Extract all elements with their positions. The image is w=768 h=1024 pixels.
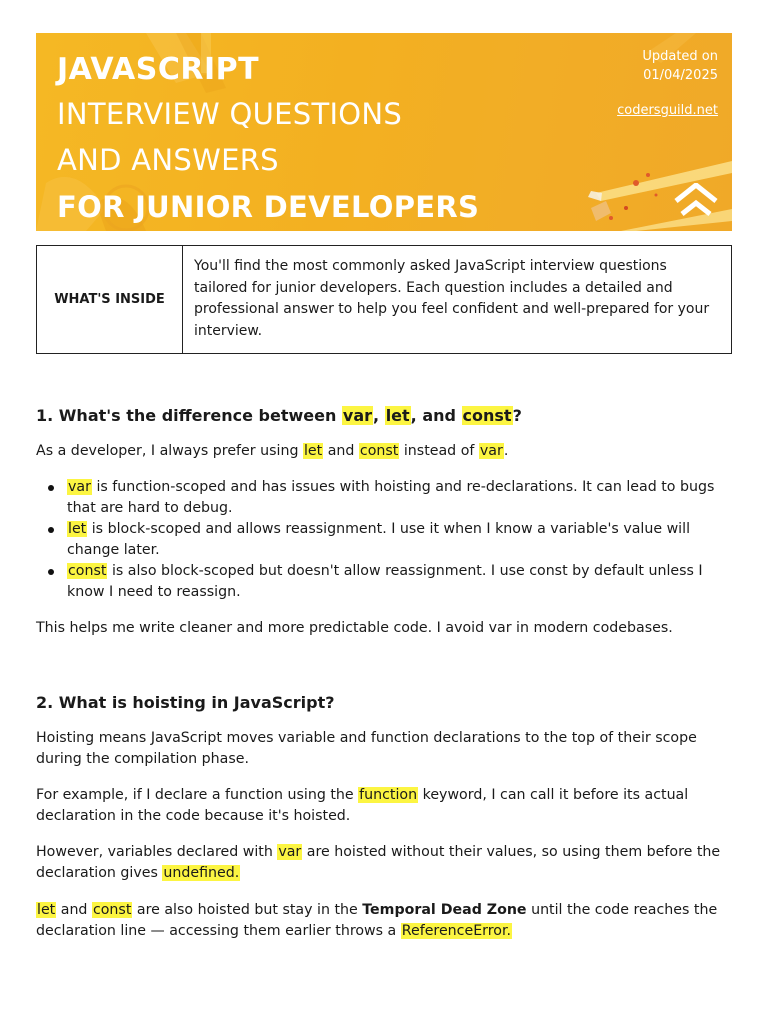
q1-title-separator: , and: [410, 406, 462, 425]
banner-title-line-2: INTERVIEW QUESTIONS: [57, 97, 403, 131]
whats-inside-box: [36, 245, 732, 354]
site-link[interactable]: codersguild.net: [617, 103, 718, 118]
keyword-highlight: let: [37, 902, 56, 918]
keyword-highlight: function: [359, 787, 418, 803]
banner-title-line-3: AND ANSWERS: [57, 143, 279, 177]
header-banner: [36, 33, 732, 231]
q1-outro: This helps me write cleaner and more predictable code. I avoid var in modern codebases.: [36, 620, 673, 636]
banner-meta: [617, 47, 718, 120]
list-item-text: is function-scoped and has issues with hoisting and re-declarations. It can lead to bugs that are hard to debug.: [67, 479, 715, 516]
list-item: [36, 561, 736, 603]
text-run: For example, if I declare a function using the: [36, 787, 359, 803]
keyword-highlight: let: [68, 521, 87, 537]
text-run: keyword, I can call it before its actual declaration in the code because it's hoisted.: [36, 787, 689, 824]
whats-inside-text: You'll find the most commonly asked JavaScript interview questions tailored for junior developers. Each question includes a detailed and professional answer to help you feel confident and well-prepared for your interview.: [194, 258, 710, 339]
keyword-highlight: var: [68, 479, 91, 495]
banner-title-line-4: FOR JUNIOR DEVELOPERS: [57, 190, 480, 224]
q2-paragraph-3: [36, 842, 736, 884]
keyword-highlight: var: [342, 406, 373, 425]
q2-paragraph-2: [36, 785, 736, 827]
q1-bullet-list: [36, 477, 736, 603]
banner-title: [57, 49, 479, 231]
updated-label: Updated on: [642, 49, 718, 64]
q1-title-end: ?: [512, 406, 522, 425]
text-run: are hoisted without their values, so using them before the declaration gives: [36, 844, 721, 881]
q2-paragraph-4: [36, 900, 736, 942]
keyword-highlight: var: [278, 844, 302, 860]
text-run: instead of: [399, 443, 479, 459]
q1-title-text: 1. What's the difference between: [36, 406, 342, 425]
text-run: As a developer, I always prefer using: [36, 443, 303, 459]
question-2-heading: 2. What is hoisting in JavaScript?: [36, 693, 335, 712]
list-item: [36, 477, 736, 519]
keyword-highlight: const: [359, 443, 399, 459]
main-content: [36, 404, 736, 942]
keyword-highlight: let: [303, 443, 323, 459]
bold-term: Temporal Dead Zone: [362, 902, 527, 918]
text-run: and: [56, 902, 92, 918]
text-run: are also hoisted but stay in the: [132, 902, 363, 918]
keyword-highlight: const: [68, 563, 107, 579]
q2-paragraph-1: Hoisting means JavaScript moves variable and function declarations to the top of their scope during the compilation phase.: [36, 730, 697, 767]
banner-title-line-1: JAVASCRIPT: [57, 52, 260, 87]
text-run: and: [323, 443, 359, 459]
list-item-text: is block-scoped and allows reassignment. I use it when I know a variable's value will change later.: [67, 521, 691, 558]
keyword-highlight: const: [92, 902, 132, 918]
text-run: .: [503, 443, 509, 459]
keyword-highlight: let: [385, 406, 410, 425]
list-item-text: is also block-scoped but doesn't allow reassignment. I use const by default unless I know I need to reassign.: [67, 563, 703, 600]
updated-date: 01/04/2025: [643, 68, 718, 83]
text-run: until the code reaches the declaration line — accessing them earlier throws a: [36, 902, 718, 939]
q1-intro: [36, 441, 736, 462]
text-run: However, variables declared with: [36, 844, 278, 860]
double-chevron-up-logo-icon: [674, 183, 718, 217]
whats-inside-label: WHAT'S INSIDE: [37, 246, 183, 353]
keyword-highlight: const: [462, 406, 512, 425]
list-item: [36, 519, 736, 561]
keyword-highlight: ReferenceError.: [401, 923, 511, 939]
question-1-heading: [36, 404, 736, 428]
keyword-highlight: var: [479, 443, 503, 459]
q1-title-separator: ,: [373, 406, 385, 425]
keyword-highlight: undefined.: [163, 865, 240, 881]
